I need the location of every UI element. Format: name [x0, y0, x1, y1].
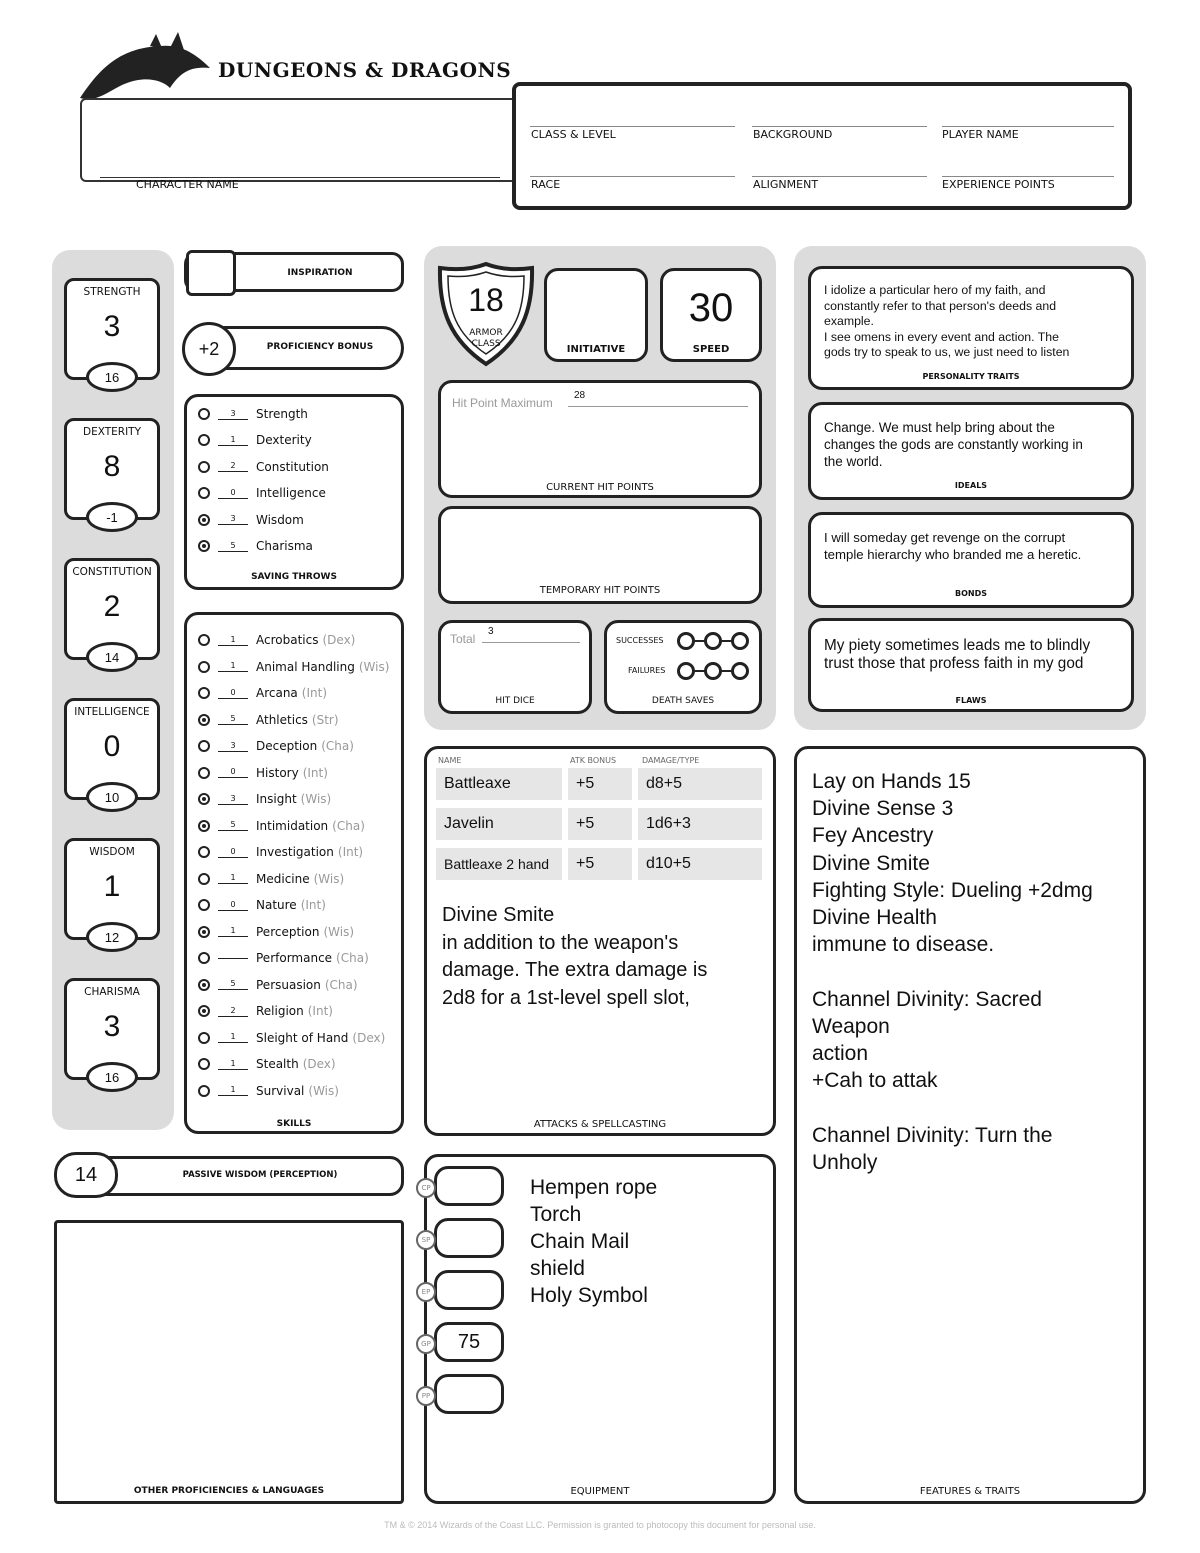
- saving-throw-name: Charisma: [256, 539, 313, 553]
- skills-label: SKILLS: [276, 1119, 312, 1129]
- saving-throw-strength[interactable]: [198, 404, 308, 424]
- ideals-label: IDEALS: [954, 481, 988, 490]
- attacks-notes[interactable]: Divine Smite in addition to the weapon's damage. The extra damage is 2d8 for a 1st-level spell slot,: [442, 904, 708, 1009]
- background-label: BACKGROUND: [753, 128, 833, 141]
- saving-throws-label: SAVING THROWS: [251, 572, 337, 582]
- coin-tag: EP: [416, 1282, 436, 1302]
- ability-name: CONSTITUTION: [72, 566, 152, 578]
- skill-name: Arcana: [256, 686, 298, 700]
- current-hp-label: CURRENT HIT POINTS: [546, 482, 654, 493]
- proficiency-bubble[interactable]: [198, 873, 210, 885]
- ability-name: WISDOM: [89, 846, 135, 858]
- skill-ability: (Int): [307, 1004, 333, 1018]
- coin-tag: PP: [416, 1386, 436, 1406]
- armor-class-label-line2: CLASS: [471, 339, 501, 349]
- experience-label: EXPERIENCE POINTS: [942, 178, 1055, 191]
- skill-stealth[interactable]: [198, 1054, 336, 1074]
- skill-ability: (Int): [337, 845, 364, 859]
- speed-label: SPEED: [692, 344, 730, 355]
- ability-score: 12: [104, 929, 120, 945]
- class-level-field[interactable]: [530, 100, 735, 127]
- character-name-field[interactable]: [100, 155, 500, 178]
- skill-name: Nature: [256, 898, 297, 912]
- ability-modifier[interactable]: 0: [103, 730, 121, 763]
- coin-tag: CP: [416, 1178, 436, 1198]
- coin-value-field[interactable]: [434, 1218, 504, 1258]
- coin-value-field[interactable]: [434, 1374, 504, 1414]
- saving-throw-mod: 3: [218, 514, 248, 525]
- skill-ability: (Dex): [302, 1057, 336, 1071]
- ability-wisdom: [60, 838, 164, 956]
- skill-arcana[interactable]: [198, 683, 327, 703]
- background-field[interactable]: [752, 100, 927, 127]
- death-save-failures[interactable]: [676, 660, 750, 682]
- skill-mod: 0: [218, 767, 248, 778]
- skill-ability: (Wis): [358, 659, 390, 674]
- skill-sleight-of-hand[interactable]: [198, 1028, 385, 1048]
- saving-throw-wisdom[interactable]: [198, 510, 304, 530]
- death-save-successes[interactable]: [676, 630, 750, 652]
- passive-wisdom-value: 14: [74, 1163, 98, 1186]
- proficiency-bubble[interactable]: [198, 408, 210, 420]
- skill-name: Deception: [256, 739, 318, 753]
- copyright-footer: TM & © 2014 Wizards of the Coast LLC. Permission is granted to photocopy this document for personal use.: [384, 1520, 816, 1530]
- skill-history[interactable]: [198, 763, 328, 783]
- coin-cp: [416, 1166, 504, 1208]
- attack-damage[interactable]: 1d6+3: [638, 808, 762, 840]
- skill-mod: 1: [218, 926, 248, 937]
- skill-mod: 5: [218, 820, 248, 831]
- features-label: FEATURES & TRAITS: [919, 1486, 1021, 1497]
- coin-sp: [416, 1218, 504, 1260]
- ability-score-oval[interactable]: [86, 362, 138, 392]
- proficiency-bubble[interactable]: [198, 846, 210, 858]
- skill-mod: 0: [218, 847, 248, 858]
- alignment-field[interactable]: [752, 150, 927, 177]
- death-saves-label: DEATH SAVES: [651, 696, 715, 706]
- personality-traits-text: I idolize a particular hero of my faith, and constantly refer to that person's deeds and example. I see omens in every event and action. The gods try to speak to us, we just need to listen: [824, 283, 1070, 359]
- ability-strength: [60, 278, 164, 396]
- features-text: Lay on Hands 15 Divine Sense 3 Fey Ancestry Divine Smite Fighting Style: Dueling +2dmg Divine Health immune to disease. Channel Divinity: Sacred Weapon action +Cah to attak Channel Divinity: Turn the Unholy: [812, 770, 1093, 1174]
- skill-ability: (Cha): [324, 977, 358, 992]
- logo-text: DUNGEONS & DRAGONS: [218, 58, 512, 82]
- flaws-label: FLAWS: [955, 696, 987, 705]
- skill-ability: (Wis): [300, 792, 332, 806]
- skill-name: Investigation: [256, 845, 334, 859]
- ability-modifier[interactable]: 8: [103, 450, 121, 483]
- saving-throw-charisma[interactable]: [198, 536, 313, 556]
- saving-throw-name: Dexterity: [256, 433, 312, 448]
- attacks-col-name: NAME: [438, 756, 462, 765]
- armor-class-label-line1: ARMOR: [469, 328, 503, 338]
- personality-traits-label: PERSONALITY TRAITS: [922, 372, 1020, 381]
- temp-hp-label: TEMPORARY HIT POINTS: [539, 585, 661, 596]
- ability-name: INTELLIGENCE: [74, 706, 150, 718]
- skill-name: Religion: [256, 1004, 304, 1018]
- skill-ability: (Wis): [313, 871, 345, 886]
- dragon-logo-icon: [60, 28, 220, 108]
- ability-modifier[interactable]: 3: [103, 1010, 121, 1043]
- proficiency-bonus-value: +2: [198, 338, 220, 359]
- proficiency-bubble[interactable]: [198, 434, 210, 446]
- skill-name: Animal Handling: [256, 659, 355, 674]
- skill-mod: 1: [218, 661, 248, 672]
- saving-throw-intelligence[interactable]: [198, 483, 326, 503]
- proficiency-bubble[interactable]: [198, 687, 210, 699]
- skill-mod: 3: [218, 794, 248, 805]
- saving-throw-name: Strength: [256, 407, 308, 421]
- attack-name[interactable]: Battleaxe 2 hand: [436, 848, 562, 880]
- attack-name[interactable]: Battleaxe: [436, 768, 562, 800]
- ability-dexterity: [60, 418, 164, 536]
- proficiency-bubble[interactable]: [198, 926, 210, 938]
- ability-modifier[interactable]: 2: [103, 590, 121, 623]
- proficiency-label: PROFICIENCY BONUS: [266, 342, 374, 352]
- proficiency-bubble[interactable]: [198, 979, 210, 991]
- bonds-label: BONDS: [955, 589, 987, 598]
- ability-score-oval[interactable]: [86, 922, 138, 952]
- skill-animal-handling[interactable]: [198, 657, 389, 677]
- skill-name: Perception: [256, 924, 320, 939]
- saving-throw-constitution[interactable]: [198, 457, 329, 477]
- ideals-text: Change. We must help bring about the changes the gods are constantly working in the world.: [824, 420, 1083, 469]
- ability-intelligence: [60, 698, 164, 816]
- skill-insight[interactable]: [198, 789, 331, 809]
- hp-max-field[interactable]: [568, 390, 748, 407]
- skill-name: Persuasion: [256, 977, 321, 992]
- skill-nature[interactable]: [198, 895, 326, 915]
- ability-constitution: [60, 558, 164, 676]
- ability-score-oval[interactable]: [86, 782, 138, 812]
- player-name-label: PLAYER NAME: [942, 128, 1019, 141]
- bonds-text: I will someday get revenge on the corrupt temple hierarchy who branded me a heretic.: [824, 530, 1082, 562]
- proficiency-bubble[interactable]: [198, 1058, 210, 1070]
- skill-mod: 1: [218, 1032, 248, 1043]
- skill-perception[interactable]: [198, 922, 354, 942]
- successes-label: SUCCESSES: [616, 636, 664, 645]
- proficiency-bubble[interactable]: [198, 634, 210, 646]
- skill-intimidation[interactable]: [198, 816, 365, 836]
- hit-dice-total-label: Total: [450, 632, 476, 646]
- attack-bonus[interactable]: +5: [568, 848, 632, 880]
- skill-name: History: [256, 765, 299, 780]
- armor-class-value[interactable]: 18: [468, 282, 504, 318]
- skill-name: Sleight of Hand: [256, 1030, 349, 1045]
- skill-ability: (Int): [301, 686, 328, 700]
- skill-name: Stealth: [256, 1057, 299, 1071]
- skill-ability: (Wis): [308, 1083, 339, 1098]
- skill-name: Insight: [256, 792, 297, 806]
- equipment-items[interactable]: Hempen rope Torch Chain Mail shield Holy Symbol: [530, 1176, 658, 1307]
- hit-dice-total-value: 3: [488, 626, 494, 637]
- other-proficiencies-box[interactable]: [54, 1220, 404, 1504]
- attacks-col-damage: DAMAGE/TYPE: [642, 756, 700, 765]
- coin-tag: GP: [416, 1334, 436, 1354]
- skill-ability: (Str): [311, 712, 339, 727]
- attack-bonus[interactable]: +5: [568, 808, 632, 840]
- proficiency-bubble[interactable]: [198, 740, 210, 752]
- coin-ep: [416, 1270, 504, 1312]
- flaws-text: My piety sometimes leads me to blindly trust those that profess faith in my god: [824, 637, 1091, 672]
- skill-name: Intimidation: [256, 818, 329, 833]
- skill-mod: 3: [218, 741, 248, 752]
- saving-throw-mod: 5: [218, 541, 248, 552]
- proficiency-bubble[interactable]: [198, 820, 210, 832]
- coin-value-field[interactable]: [434, 1322, 504, 1362]
- proficiency-bubble[interactable]: [198, 661, 210, 673]
- skill-mod: 1: [218, 1059, 248, 1070]
- ability-score: 10: [104, 789, 120, 805]
- saving-throw-name: Constitution: [256, 459, 329, 474]
- hit-dice-label: HIT DICE: [495, 696, 535, 706]
- attack-name[interactable]: Javelin: [436, 808, 562, 840]
- skill-survival[interactable]: [198, 1081, 339, 1101]
- coin-pp: [416, 1374, 504, 1416]
- coin-value: 75: [457, 1330, 481, 1353]
- skill-mod: 1: [218, 873, 248, 884]
- skill-name: Performance: [256, 951, 333, 965]
- passive-wisdom-value-box[interactable]: [54, 1152, 118, 1198]
- ability-charisma: [60, 978, 164, 1096]
- coin-value-field[interactable]: [434, 1166, 504, 1206]
- skill-mod: 1: [218, 1085, 248, 1096]
- skill-name: Survival: [256, 1083, 305, 1098]
- skill-mod: [218, 958, 248, 959]
- skill-mod: 2: [218, 1006, 248, 1017]
- proficiency-bubble[interactable]: [198, 540, 210, 552]
- skill-name: Acrobatics: [256, 633, 319, 647]
- proficiency-bubble[interactable]: [198, 952, 210, 964]
- ability-name: CHARISMA: [84, 986, 140, 998]
- ability-score: -1: [106, 509, 118, 525]
- skill-ability: (Cha): [332, 818, 365, 833]
- coin-tag: SP: [416, 1230, 436, 1250]
- skill-ability: (Int): [300, 898, 326, 912]
- ability-score: 16: [104, 369, 120, 385]
- skill-mod: 1: [218, 635, 248, 646]
- character-name-label: CHARACTER NAME: [136, 178, 239, 191]
- proficiency-bubble[interactable]: [198, 899, 210, 911]
- proficiency-bubble[interactable]: [198, 714, 210, 726]
- attack-damage[interactable]: d10+5: [638, 848, 762, 880]
- hp-max-label: Hit Point Maximum: [452, 396, 553, 410]
- attacks-col-bonus: ATK BONUS: [570, 756, 617, 765]
- initiative-label: INITIATIVE: [566, 344, 626, 355]
- skill-mod: 5: [218, 979, 248, 990]
- experience-field[interactable]: [942, 150, 1114, 177]
- speed-value: 30: [688, 286, 734, 330]
- inspiration-label: INSPIRATION: [287, 268, 353, 278]
- hit-dice-total-field[interactable]: [482, 626, 580, 643]
- attacks-label: ATTACKS & SPELLCASTING: [533, 1119, 667, 1130]
- alignment-label: ALIGNMENT: [753, 178, 819, 191]
- skill-ability: (Dex): [322, 633, 356, 647]
- other-proficiencies-label: OTHER PROFICIENCIES & LANGUAGES: [133, 1486, 325, 1496]
- saving-throw-dexterity[interactable]: [198, 430, 312, 450]
- skill-investigation[interactable]: [198, 842, 363, 862]
- skill-religion[interactable]: [198, 1001, 333, 1021]
- race-label: RACE: [531, 178, 561, 191]
- skill-ability: (Cha): [321, 739, 354, 753]
- equipment-label: EQUIPMENT: [570, 1486, 630, 1497]
- ability-score: 16: [104, 1069, 120, 1085]
- ability-name: DEXTERITY: [83, 426, 141, 438]
- ability-score: 14: [104, 649, 120, 665]
- proficiency-bubble[interactable]: [198, 487, 210, 499]
- skill-ability: (Dex): [352, 1030, 386, 1045]
- skill-mod: 0: [218, 688, 248, 699]
- header: [0, 0, 1200, 230]
- ability-score-oval[interactable]: [86, 1062, 138, 1092]
- skill-name: Athletics: [256, 712, 308, 727]
- class-level-label: CLASS & LEVEL: [531, 128, 616, 141]
- skill-mod: 5: [218, 714, 248, 725]
- attack-bonus[interactable]: +5: [568, 768, 632, 800]
- skill-name: Medicine: [256, 871, 310, 886]
- skill-ability: (Wis): [323, 924, 355, 939]
- skill-performance[interactable]: [198, 948, 369, 968]
- proficiency-bonus-circle[interactable]: [182, 322, 236, 376]
- proficiency-bubble[interactable]: [198, 1032, 210, 1044]
- ability-score-oval[interactable]: [86, 642, 138, 672]
- proficiency-bubble[interactable]: [198, 514, 210, 526]
- proficiency-bubble[interactable]: [198, 1005, 210, 1017]
- saving-throw-mod: 0: [218, 488, 248, 499]
- ability-name: STRENGTH: [83, 286, 141, 298]
- skill-deception[interactable]: [198, 736, 354, 756]
- failures-label: FAILURES: [628, 666, 666, 675]
- coin-value-field[interactable]: [434, 1270, 504, 1310]
- coin-gp: [416, 1322, 504, 1364]
- saving-throw-mod: 3: [218, 409, 248, 420]
- ability-modifier[interactable]: 3: [103, 310, 121, 343]
- race-field[interactable]: [530, 150, 735, 177]
- skill-ability: (Int): [302, 765, 328, 780]
- player-name-field[interactable]: [942, 100, 1114, 127]
- saving-throw-name: Intelligence: [256, 486, 326, 501]
- proficiency-bubble[interactable]: [198, 793, 210, 805]
- attack-damage[interactable]: d8+5: [638, 768, 762, 800]
- proficiency-bubble[interactable]: [198, 1085, 210, 1097]
- passive-wisdom-label: PASSIVE WISDOM (PERCEPTION): [182, 1170, 338, 1180]
- ability-modifier[interactable]: 1: [103, 870, 121, 903]
- skill-mod: 0: [218, 900, 248, 911]
- ability-score-oval[interactable]: [86, 502, 138, 532]
- skill-acrobatics[interactable]: [198, 630, 355, 650]
- proficiency-bubble[interactable]: [198, 461, 210, 473]
- inspiration-field[interactable]: [186, 250, 236, 296]
- proficiency-bubble[interactable]: [198, 767, 210, 779]
- skill-persuasion[interactable]: [198, 975, 358, 995]
- hp-max-value: 28: [574, 390, 586, 401]
- saving-throw-name: Wisdom: [256, 512, 304, 527]
- saving-throw-mod: 2: [218, 461, 248, 472]
- skill-ability: (Cha): [336, 951, 369, 965]
- skill-medicine[interactable]: [198, 869, 344, 889]
- skill-athletics[interactable]: [198, 710, 339, 730]
- saving-throw-mod: 1: [218, 435, 248, 446]
